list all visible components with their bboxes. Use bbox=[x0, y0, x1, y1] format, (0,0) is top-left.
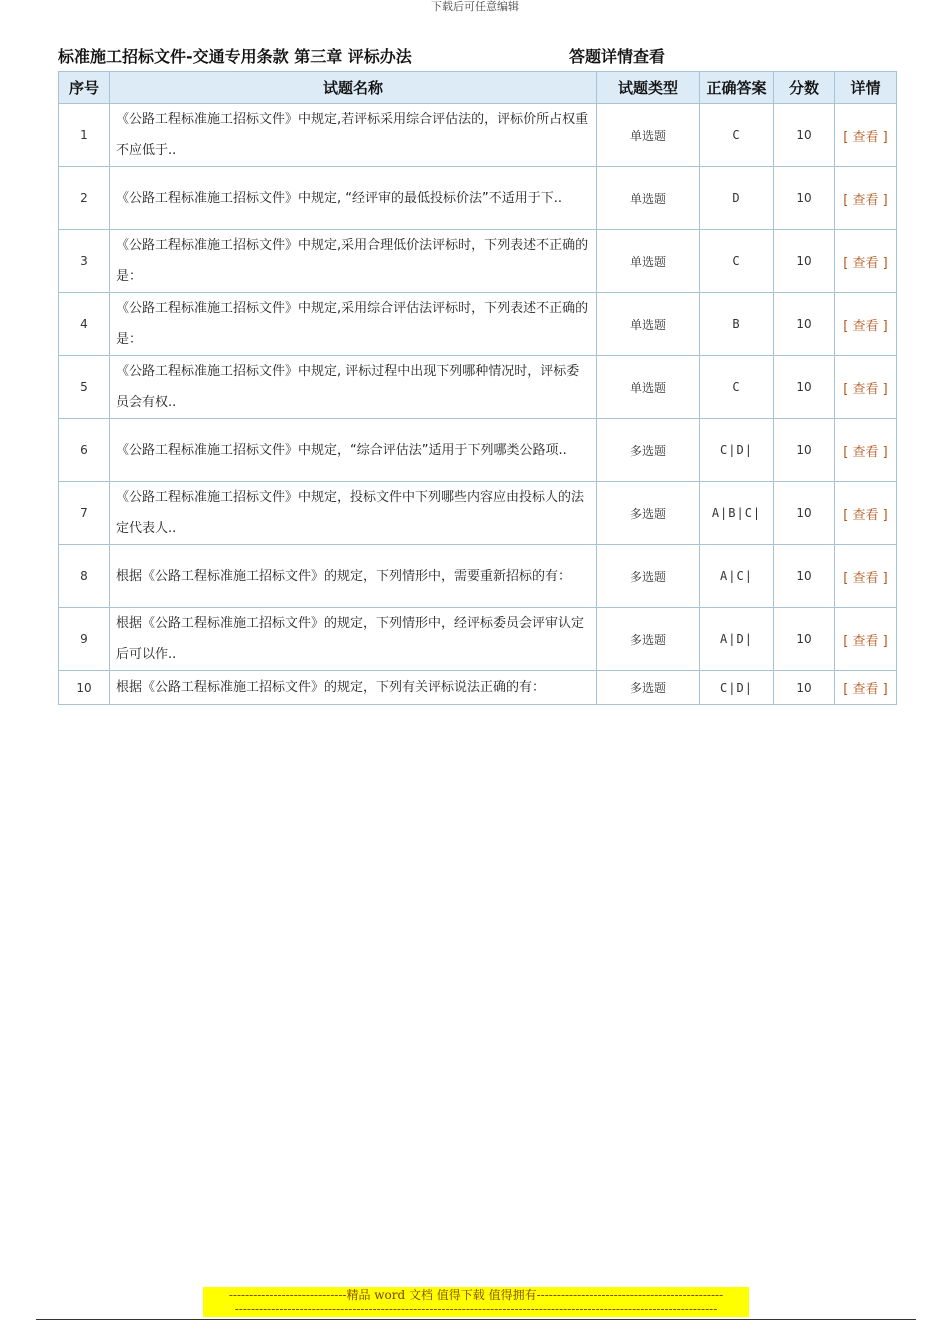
view-detail-link[interactable]: [ 查看 ] bbox=[843, 444, 888, 460]
row-number: 3 bbox=[59, 230, 110, 293]
question-name: 《公路工程标准施工招标文件》中规定, 评标过程中出现下列哪种情况时，评标委员会有权.. bbox=[110, 356, 597, 419]
question-name: 《公路工程标准施工招标文件》中规定,若评标采用综合评估法的，评标价所占权重不应低于.. bbox=[110, 104, 597, 167]
row-number: 2 bbox=[59, 167, 110, 230]
table-row bbox=[59, 230, 897, 293]
row-number: 6 bbox=[59, 419, 110, 482]
bottom-divider bbox=[36, 1319, 916, 1320]
row-number: 4 bbox=[59, 293, 110, 356]
answer-details-title: 答题详情查看 bbox=[569, 47, 666, 66]
question-type: 单选题 bbox=[597, 104, 700, 167]
column-header-details: 详情 bbox=[835, 72, 897, 104]
score: 10 bbox=[774, 230, 835, 293]
question-name: 《公路工程标准施工招标文件》中规定，投标文件中下列哪些内容应由投标人的法定代表人.. bbox=[110, 482, 597, 545]
column-header-score: 分数 bbox=[774, 72, 835, 104]
question-name: 根据《公路工程标准施工招标文件》的规定，下列有关评标说法正确的有： bbox=[110, 671, 597, 705]
page-heading bbox=[58, 44, 898, 68]
table-row bbox=[59, 167, 897, 230]
correct-answer: B bbox=[700, 293, 774, 356]
detail-cell bbox=[835, 104, 897, 167]
question-name: 《公路工程标准施工招标文件》中规定,采用综合评估法评标时，下列表述不正确的是： bbox=[110, 293, 597, 356]
footer-banner-divider: ----------------------------------------------------------------------------------------------------------------------- bbox=[234, 1302, 718, 1316]
detail-cell bbox=[835, 545, 897, 608]
table-row bbox=[59, 293, 897, 356]
results-table-container bbox=[58, 71, 896, 705]
question-name: 《公路工程标准施工招标文件》中规定,采用合理低价法评标时，下列表述不正确的是： bbox=[110, 230, 597, 293]
correct-answer: D bbox=[700, 167, 774, 230]
table-row bbox=[59, 419, 897, 482]
score: 10 bbox=[774, 104, 835, 167]
question-name: 《公路工程标准施工招标文件》中规定, “经评审的最低投标价法”不适用于下.. bbox=[110, 167, 597, 230]
correct-answer: C bbox=[700, 230, 774, 293]
detail-cell bbox=[835, 608, 897, 671]
table-row bbox=[59, 482, 897, 545]
question-type: 多选题 bbox=[597, 608, 700, 671]
question-type: 多选题 bbox=[597, 671, 700, 705]
table-header-row bbox=[59, 72, 897, 104]
view-detail-link[interactable]: [ 查看 ] bbox=[843, 192, 888, 208]
view-detail-link[interactable]: [ 查看 ] bbox=[843, 129, 888, 145]
question-name: 根据《公路工程标准施工招标文件》的规定，下列情形中，需要重新招标的有： bbox=[110, 545, 597, 608]
score: 10 bbox=[774, 419, 835, 482]
correct-answer: C|D| bbox=[700, 671, 774, 705]
question-name: 根据《公路工程标准施工招标文件》的规定，下列情形中，经评标委员会评审认定后可以作.. bbox=[110, 608, 597, 671]
table-row bbox=[59, 545, 897, 608]
detail-cell bbox=[835, 293, 897, 356]
score: 10 bbox=[774, 167, 835, 230]
detail-cell bbox=[835, 356, 897, 419]
detail-cell bbox=[835, 230, 897, 293]
correct-answer: C bbox=[700, 356, 774, 419]
detail-cell bbox=[835, 482, 897, 545]
column-header-question-type: 试题类型 bbox=[597, 72, 700, 104]
detail-cell bbox=[835, 419, 897, 482]
question-type: 单选题 bbox=[597, 356, 700, 419]
view-detail-link[interactable]: [ 查看 ] bbox=[843, 318, 888, 334]
row-number: 8 bbox=[59, 545, 110, 608]
question-type: 单选题 bbox=[597, 230, 700, 293]
correct-answer: A|D| bbox=[700, 608, 774, 671]
view-detail-link[interactable]: [ 查看 ] bbox=[843, 381, 888, 397]
view-detail-link[interactable]: [ 查看 ] bbox=[843, 682, 888, 697]
score: 10 bbox=[774, 545, 835, 608]
view-detail-link[interactable]: [ 查看 ] bbox=[843, 570, 888, 586]
column-header-question-name: 试题名称 bbox=[110, 72, 597, 104]
question-name: 《公路工程标准施工招标文件》中规定，“综合评估法”适用于下列哪类公路项.. bbox=[110, 419, 597, 482]
correct-answer: C bbox=[700, 104, 774, 167]
column-header-correct-answer: 正确答案 bbox=[700, 72, 774, 104]
question-type: 多选题 bbox=[597, 482, 700, 545]
score: 10 bbox=[774, 671, 835, 705]
question-type: 多选题 bbox=[597, 545, 700, 608]
table-row bbox=[59, 671, 897, 705]
question-type: 单选题 bbox=[597, 167, 700, 230]
view-detail-link[interactable]: [ 查看 ] bbox=[843, 633, 888, 649]
row-number: 10 bbox=[59, 671, 110, 705]
score: 10 bbox=[774, 356, 835, 419]
row-number: 7 bbox=[59, 482, 110, 545]
score: 10 bbox=[774, 482, 835, 545]
top-note: 下载后可任意编辑 bbox=[431, 0, 519, 13]
view-detail-link[interactable]: [ 查看 ] bbox=[843, 255, 888, 271]
footer-banner bbox=[203, 1287, 749, 1317]
results-table bbox=[58, 71, 897, 705]
footer-banner-text: -----------------------------精品 word 文档 值得下载 值得拥有---------------------------------------------- bbox=[228, 1288, 724, 1302]
row-number: 5 bbox=[59, 356, 110, 419]
column-header-number: 序号 bbox=[59, 72, 110, 104]
score: 10 bbox=[774, 608, 835, 671]
correct-answer: C|D| bbox=[700, 419, 774, 482]
view-detail-link[interactable]: [ 查看 ] bbox=[843, 507, 888, 523]
table-row bbox=[59, 104, 897, 167]
correct-answer: A|C| bbox=[700, 545, 774, 608]
table-row bbox=[59, 608, 897, 671]
detail-cell bbox=[835, 671, 897, 705]
correct-answer: A|B|C| bbox=[700, 482, 774, 545]
row-number: 1 bbox=[59, 104, 110, 167]
table-row bbox=[59, 356, 897, 419]
detail-cell bbox=[835, 167, 897, 230]
score: 10 bbox=[774, 293, 835, 356]
document-title: 标准施工招标文件-交通专用条款 第三章 评标办法 bbox=[58, 47, 412, 66]
row-number: 9 bbox=[59, 608, 110, 671]
question-type: 单选题 bbox=[597, 293, 700, 356]
question-type: 多选题 bbox=[597, 419, 700, 482]
